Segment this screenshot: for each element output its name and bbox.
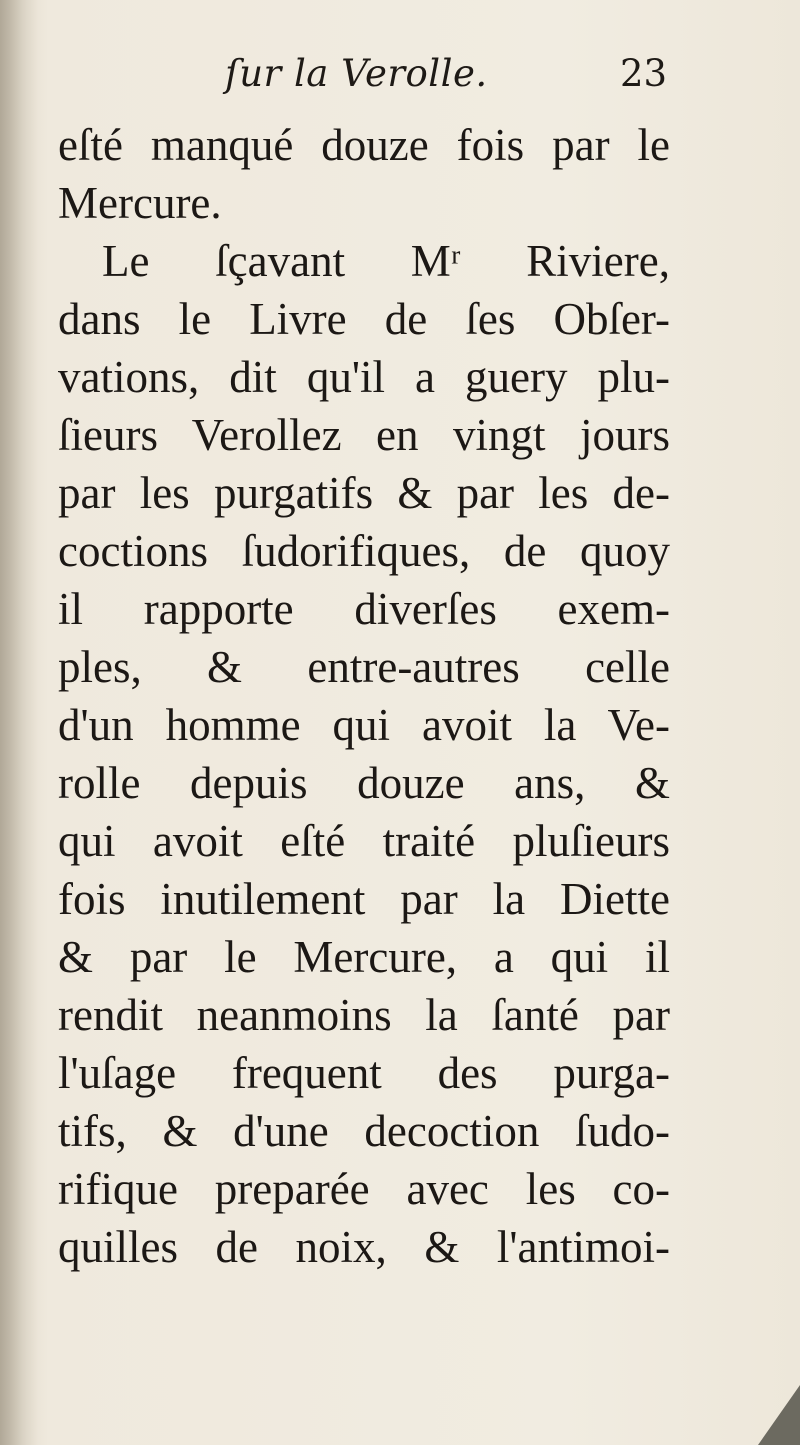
text-line: Le ſçavant Mʳ Riviere, <box>102 236 670 286</box>
text-line: eſté manqué douze fois par le <box>58 120 670 170</box>
running-head: ſur la Verolle. <box>225 52 488 95</box>
text-line: tifs, & d'une decoction ſudo- <box>58 1106 670 1156</box>
text-line: & par le Mercure, a qui il <box>58 932 670 982</box>
text-line: l'uſage frequent des purga- <box>58 1048 670 1098</box>
text-line: dans le Livre de ſes Obſer- <box>58 294 670 344</box>
binding-gutter-shadow <box>0 0 38 1445</box>
text-line: vations, dit qu'il a guery plu- <box>58 352 670 402</box>
text-line: il rapporte diverſes exem- <box>58 584 670 634</box>
text-line: rendit neanmoins la ſanté par <box>58 990 670 1040</box>
page-corner <box>758 1385 800 1445</box>
text-line: coctions ſudorifiques, de quoy <box>58 526 670 576</box>
text-line: quilles de noix, & l'antimoi- <box>58 1222 670 1272</box>
text-line: d'un homme qui avoit la Ve- <box>58 700 670 750</box>
text-line: par les purgatifs & par les de- <box>58 468 670 518</box>
page-header <box>225 52 685 100</box>
page-number: 23 <box>620 52 668 95</box>
text-line: ples, & entre-autres celle <box>58 642 670 692</box>
text-line: qui avoit eſté traité pluſieurs <box>58 816 670 866</box>
text-line: ſieurs Verollez en vingt jours <box>58 410 670 460</box>
text-line: rifique preparée avec les co- <box>58 1164 670 1214</box>
text-line: fois inutilement par la Diette <box>58 874 670 924</box>
text-line: rolle depuis douze ans, & <box>58 758 670 808</box>
body-text <box>58 116 670 1276</box>
text-line: Mercure. <box>58 178 222 228</box>
